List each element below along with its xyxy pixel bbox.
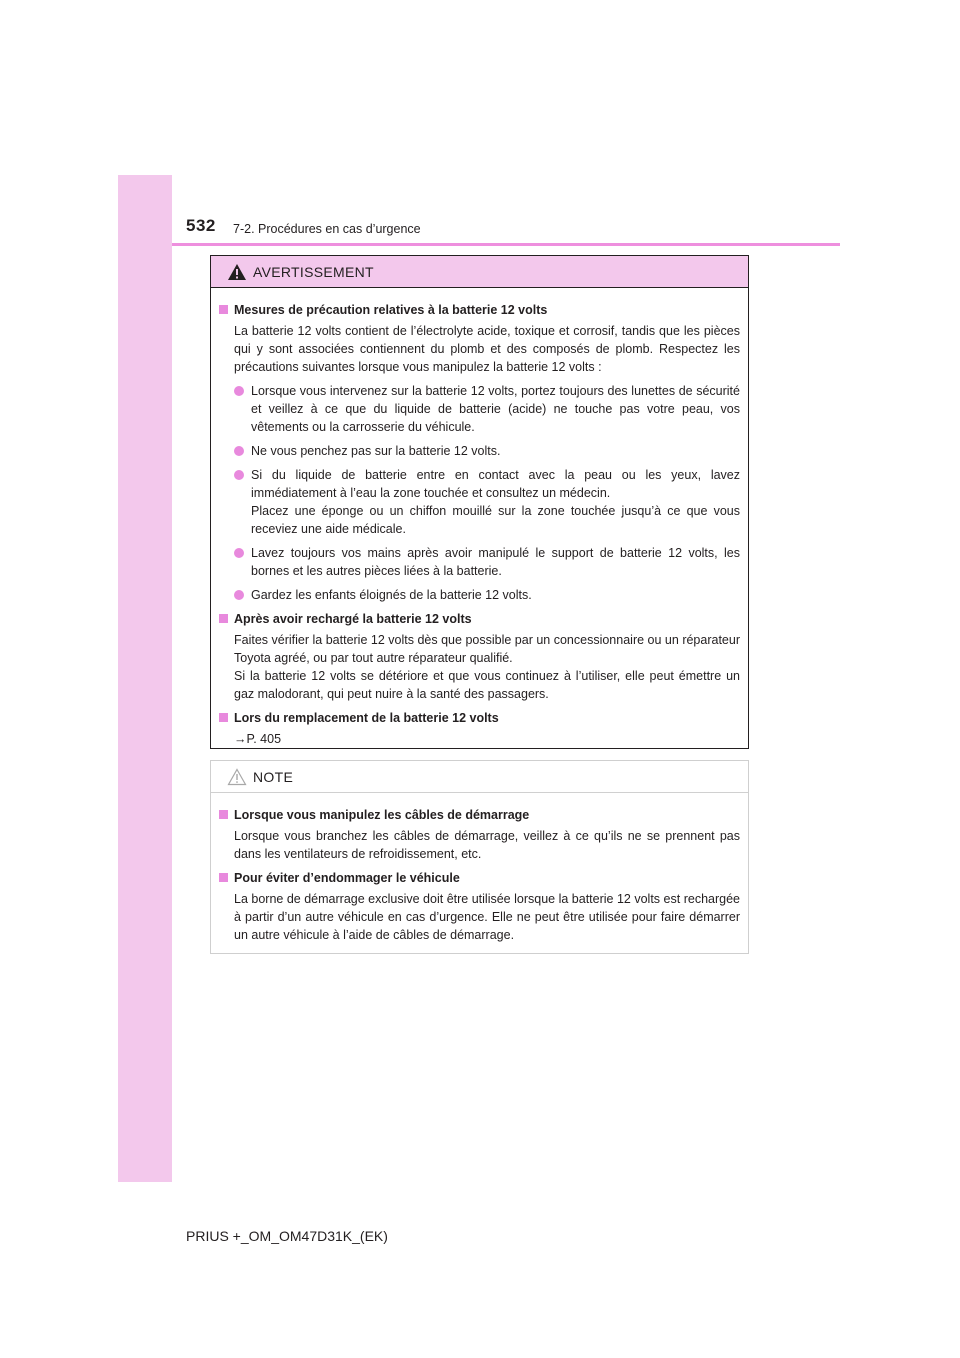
- square-bullet-icon: [219, 305, 228, 314]
- bullet-item: Gardez les enfants éloignés de la batterie 12 volts.: [219, 586, 740, 604]
- warning-title: AVERTISSEMENT: [253, 263, 374, 280]
- section-heading: Pour éviter d’endommager le véhicule: [219, 869, 740, 887]
- round-bullet-icon: [234, 386, 244, 396]
- chapter-side-tab: [118, 175, 172, 1182]
- section-heading: Lorsque vous manipulez les câbles de démarrage: [219, 806, 740, 824]
- bullet-item: Lavez toujours vos mains après avoir manipulé le support de batterie 12 volts, les bornes et les autres pièces liées à la batterie.: [219, 544, 740, 580]
- paragraph: Faites vérifier la batterie 12 volts dès que possible par un concessionnaire ou un réparateur Toyota agréé, ou par tout autre réparateur qualifié. Si la batterie 12 volts se détériore et que vous continuez à l’utiliser, elle peut émettre un gaz malodorant, qui peut nuire à la santé des passagers.: [234, 633, 740, 701]
- section-title: 7-2. Procédures en cas d’urgence: [233, 222, 421, 236]
- square-bullet-icon: [219, 873, 228, 882]
- page-number: 532: [186, 216, 216, 235]
- round-bullet-icon: [234, 548, 244, 558]
- bullet-item: Ne vous penchez pas sur la batterie 12 volts.: [219, 442, 740, 460]
- note-header: [211, 761, 748, 793]
- section-heading: Lors du remplacement de la batterie 12 volts: [219, 709, 740, 727]
- warning-body: [211, 288, 748, 748]
- note-body: [211, 793, 748, 944]
- section-heading: Mesures de précaution relatives à la batterie 12 volts: [219, 301, 740, 319]
- round-bullet-icon: [234, 470, 244, 480]
- paragraph: Lorsque vous branchez les câbles de démarrage, veillez à ce qu’ils ne se prennent pas dans les ventilateurs de refroidissement, etc.: [234, 829, 740, 861]
- page-reference: →P. 405: [234, 732, 282, 746]
- bullet-item: Lorsque vous intervenez sur la batterie 12 volts, portez toujours des lunettes de sécurité et veillez à ce que du liquide de batterie (acide) ne touche pas votre peau, vos vêtements ou la carrosserie du véhicule.: [219, 382, 740, 436]
- paragraph: La borne de démarrage exclusive doit être utilisée lorsque la batterie 12 volts est rechargée à partir d’un autre véhicule en cas d’urgence. Elle ne peut être utilisée pour faire démarrer un autre véhicule à l’aide de câbles de démarrage.: [234, 892, 740, 942]
- square-bullet-icon: [219, 713, 228, 722]
- section-heading: Après avoir rechargé la batterie 12 volts: [219, 610, 740, 628]
- header-rule: [172, 243, 840, 246]
- round-bullet-icon: [234, 446, 244, 456]
- note-box: [210, 760, 749, 954]
- warning-header: [211, 256, 748, 288]
- warning-box: [210, 255, 749, 749]
- document-code: PRIUS +_OM_OM47D31K_(EK): [186, 1228, 388, 1244]
- note-title: NOTE: [253, 768, 294, 785]
- caution-triangle-icon: [227, 768, 247, 786]
- paragraph: La batterie 12 volts contient de l’électrolyte acide, toxique et corrosif, tandis que les pièces qui y sont associées contiennent du plomb et des composés de plomb. Respectez les précautions suivantes lorsque vous manipulez la batterie 12 volts :: [234, 324, 740, 374]
- bullet-item: Si du liquide de batterie entre en contact avec la peau ou les yeux, lavez immédiatement à l’eau la zone touchée et consultez un médecin. Placez une éponge ou un chiffon mouillé sur la zone touchée jusqu’à ce que vous receviez une aide médicale.: [219, 466, 740, 538]
- round-bullet-icon: [234, 590, 244, 600]
- warning-triangle-icon: [227, 263, 247, 281]
- square-bullet-icon: [219, 614, 228, 623]
- square-bullet-icon: [219, 810, 228, 819]
